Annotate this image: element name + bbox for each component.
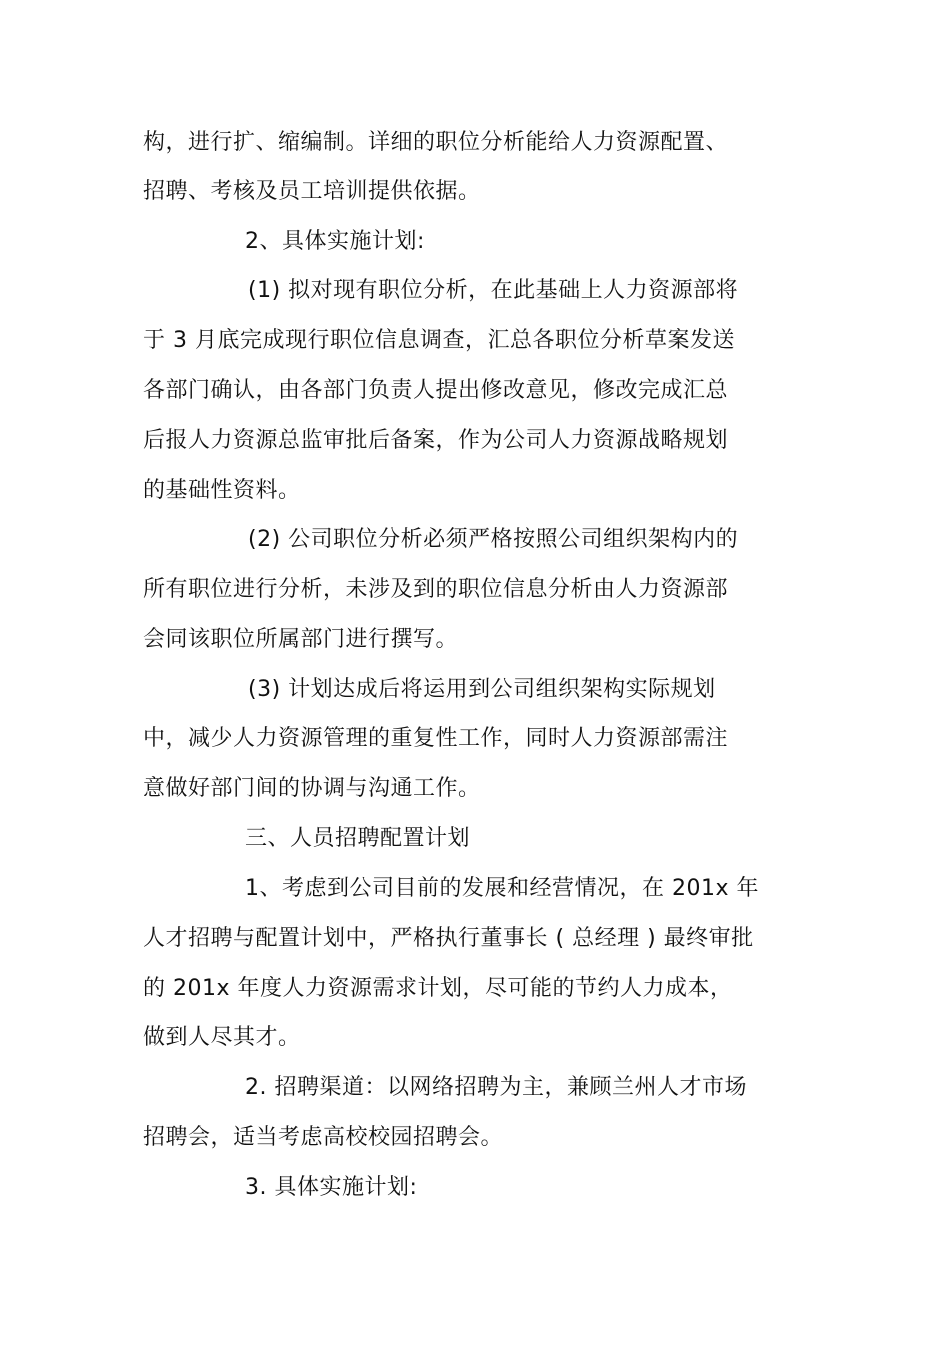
text-line: 招聘、考核及员工培训提供依据。 [143, 179, 481, 204]
text-line: 2. 招聘渠道：以网络招聘为主，兼顾兰州人才市场 [245, 1075, 747, 1100]
text-line: 后报人力资源总监审批后备案，作为公司人力资源战略规划 [143, 428, 729, 453]
text-line: 各部门确认，由各部门负责人提出修改意见，修改完成汇总 [143, 378, 729, 403]
text-line: 构，进行扩、缩编制。详细的职位分析能给人力资源配置、 [143, 130, 729, 155]
text-line: 所有职位进行分析，未涉及到的职位信息分析由人力资源部 [143, 577, 729, 602]
text-line: 做到人尽其才。 [143, 1025, 301, 1050]
text-line: 意做好部门间的协调与沟通工作。 [143, 776, 481, 801]
text-line: (1) 拟对现有职位分析，在此基础上人力资源部将 [248, 278, 739, 303]
text-line: 会同该职位所属部门进行撰写。 [143, 627, 459, 652]
section-heading: 2、具体实施计划: [245, 229, 425, 254]
text-line: 招聘会，适当考虑高校校园招聘会。 [143, 1125, 504, 1150]
text-line: 的 201x 年度人力资源需求计划，尽可能的节约人力成本， [143, 976, 733, 1001]
section-heading: 3. 具体实施计划: [245, 1175, 418, 1200]
text-line: (2) 公司职位分析必须严格按照公司组织架构内的 [248, 527, 739, 552]
text-line: (3) 计划达成后将运用到公司组织架构实际规划 [248, 677, 716, 702]
text-line: 中，减少人力资源管理的重复性工作，同时人力资源部需注 [143, 726, 729, 751]
text-line: 1、考虑到公司目前的发展和经营情况，在 201x 年 [245, 876, 759, 901]
text-line: 人才招聘与配置计划中，严格执行董事长 ( 总经理 ) 最终审批 [143, 926, 754, 951]
text-line: 的基础性资料。 [143, 478, 301, 503]
section-heading: 三、人员招聘配置计划 [245, 826, 471, 851]
text-line: 于 3 月底完成现行职位信息调查，汇总各职位分析草案发送 [143, 328, 735, 353]
